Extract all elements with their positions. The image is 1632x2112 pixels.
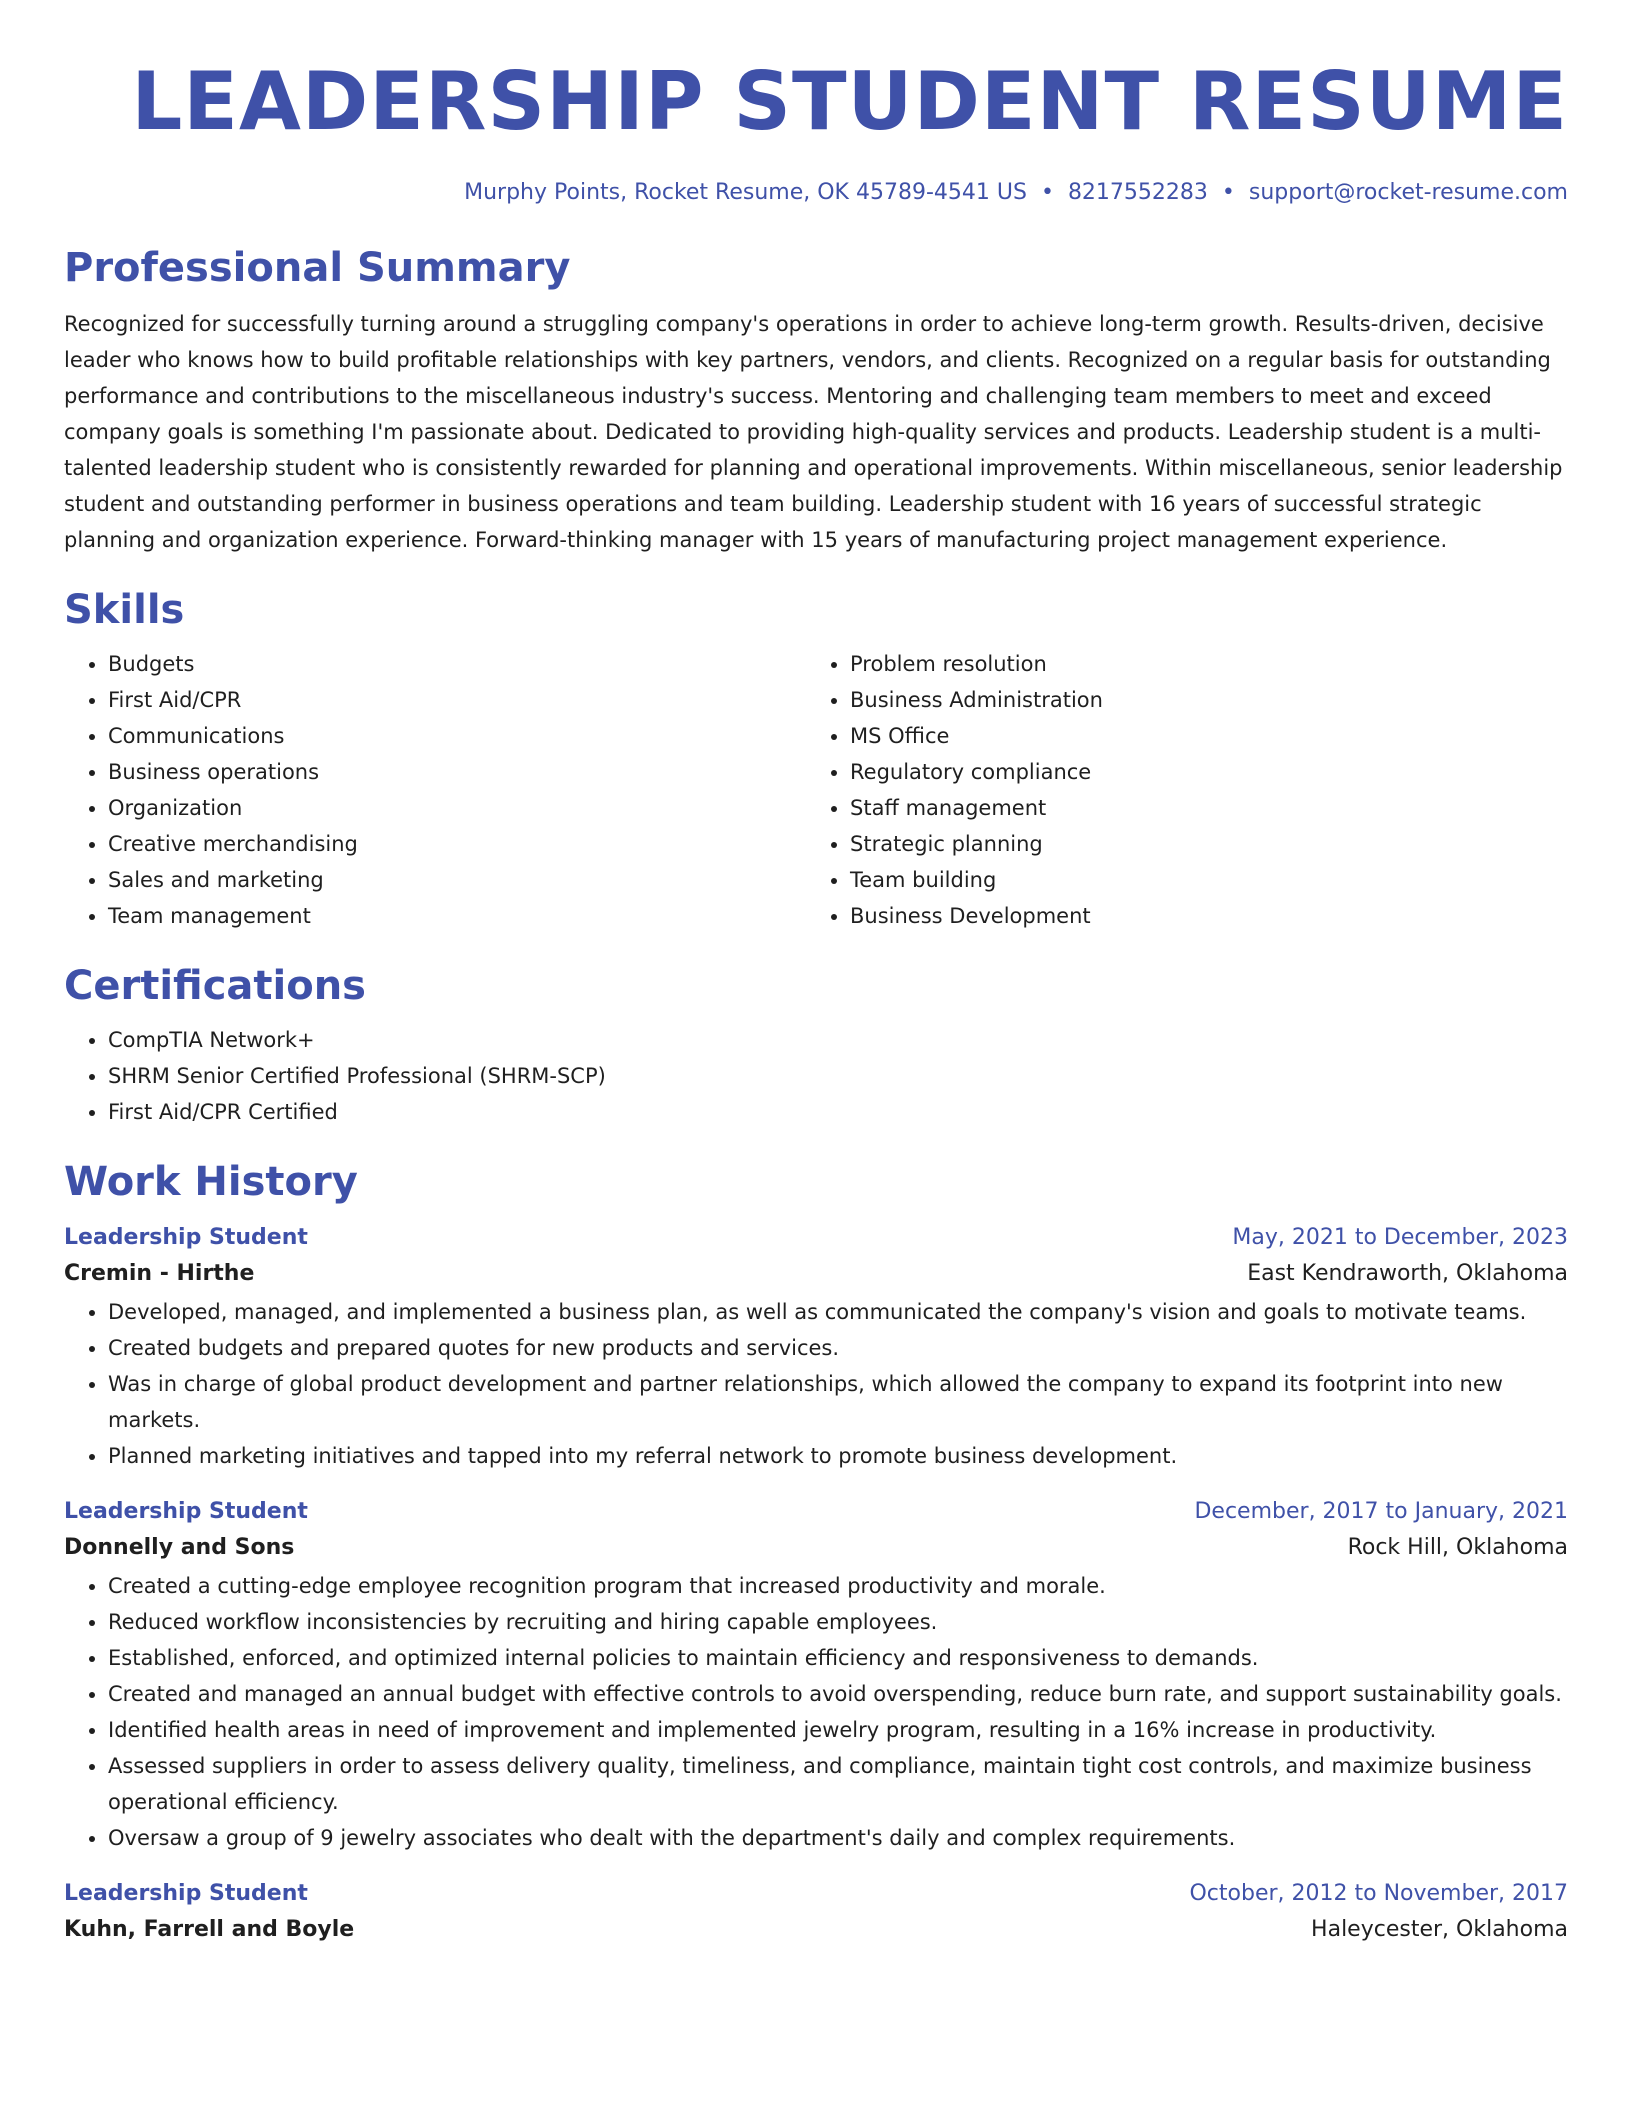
skill-item: • Communications xyxy=(108,718,806,754)
resume-title: LEADERSHIP STUDENT RESUME xyxy=(131,55,1568,148)
job-bullet: • Assessed suppliers in order to assess delivery quality, timeliness, and compliance, maintain tight cost controls, and maximize business operational efficiency. xyxy=(108,1748,1568,1820)
job-location: Haleycester, Oklahoma xyxy=(1311,1917,1568,1942)
skill-item: • Staff management xyxy=(850,790,1568,826)
job-bullet: • Created a cutting-edge employee recognition program that increased productivity and morale. xyxy=(108,1568,1568,1604)
job-bullet: • Created budgets and prepared quotes for new products and services. xyxy=(108,1330,1568,1366)
skill-item: • Business Administration xyxy=(850,682,1568,718)
job-bullet: • Was in charge of global product development and partner relationships, which allowed the company to expand its footprint into new markets. xyxy=(108,1366,1568,1438)
certification-item: • CompTIA Network+ xyxy=(108,1022,1568,1058)
skill-item: • Strategic planning xyxy=(850,826,1568,862)
skill-item: • Budgets xyxy=(108,646,806,682)
skill-item: • MS Office xyxy=(850,718,1568,754)
job-bullet: • Reduced workflow inconsistencies by recruiting and hiring capable employees. xyxy=(108,1604,1568,1640)
skills-column-right xyxy=(806,646,1568,934)
summary-text: Recognized for successfully turning around a struggling company's operations in order to achieve long-term growth. Results-driven, decisive leader who knows how to build profitable relationships with key partners, vendors, and clients. Recognized on a regular basis for outstanding performance and contributions to the miscellaneous industry's success. Mentoring and challenging team members to meet and exceed company goals is something I'm passionate about. Dedicated to providing high-quality services and products. Leadership student is a multi-talented leadership student who is consistently rewarded for planning and operational improvements. Within miscellaneous, senior leadership student and outstanding performer in business operations and team building. Leadership student with 16 years of successful strategic planning and organization experience. Forward-thinking manager with 15 years of manufacturing project management experience. xyxy=(64,312,1563,552)
section-title-skills: Skills xyxy=(64,587,185,633)
job-header xyxy=(64,1222,1568,1254)
skill-item: • Problem resolution xyxy=(850,646,1568,682)
job-bullet: • Oversaw a group of 9 jewelry associates who dealt with the department's daily and complex requirements. xyxy=(108,1820,1568,1856)
job-bullet: • Established, enforced, and optimized internal policies to maintain efficiency and responsiveness to demands. xyxy=(108,1640,1568,1676)
job-location: East Kendraworth, Oklahoma xyxy=(1247,1261,1568,1286)
job-title: Leadership Student xyxy=(64,1225,308,1250)
job-bullets xyxy=(64,1568,1568,1856)
job-subheader xyxy=(64,1528,1568,1568)
job-header xyxy=(64,1878,1568,1910)
contact-line xyxy=(64,178,1568,208)
contact-email: support@rocket-resume.com xyxy=(1248,180,1568,205)
section-title-certifications: Certifications xyxy=(64,963,366,1009)
job-location: Rock Hill, Oklahoma xyxy=(1347,1535,1568,1560)
job-subheader xyxy=(64,1254,1568,1294)
separator-dot: • xyxy=(1040,180,1054,205)
job-company: Kuhn, Farrell and Boyle xyxy=(64,1917,355,1942)
certification-item: • SHRM Senior Certified Professional (SHRM-SCP) xyxy=(108,1058,1568,1094)
job-dates: October, 2012 to November, 2017 xyxy=(1189,1881,1568,1906)
job-bullet: • Identified health areas in need of improvement and implemented jewelry program, resulting in a 16% increase in productivity. xyxy=(108,1712,1568,1748)
skill-item: • Business Development xyxy=(850,898,1568,934)
skill-item: • Sales and marketing xyxy=(108,862,806,898)
job-title: Leadership Student xyxy=(64,1499,308,1524)
job-subheader xyxy=(64,1910,1568,1950)
skill-item: • Creative merchandising xyxy=(108,826,806,862)
skills-list xyxy=(64,646,1568,934)
section-title-work-history: Work History xyxy=(64,1159,358,1205)
contact-address: Murphy Points, Rocket Resume, OK 45789-4541 US xyxy=(464,180,1027,205)
skill-item: • Regulatory compliance xyxy=(850,754,1568,790)
certifications-list xyxy=(64,1022,1568,1130)
job-company: Donnelly and Sons xyxy=(64,1535,295,1560)
job-dates: May, 2021 to December, 2023 xyxy=(1232,1225,1568,1250)
job-bullet: • Planned marketing initiatives and tapped into my referral network to promote business development. xyxy=(108,1438,1568,1474)
job-company: Cremin - Hirthe xyxy=(64,1261,255,1286)
skill-item: • Business operations xyxy=(108,754,806,790)
separator-dot: • xyxy=(1221,180,1235,205)
skill-item: • Organization xyxy=(108,790,806,826)
job-bullets xyxy=(64,1294,1568,1474)
job-entry xyxy=(64,1222,1568,1474)
skill-item: • Team building xyxy=(850,862,1568,898)
job-title: Leadership Student xyxy=(64,1881,308,1906)
job-bullet: • Created and managed an annual budget with effective controls to avoid overspending, reduce burn rate, and support sustainability goals. xyxy=(108,1676,1568,1712)
contact-phone: 8217552283 xyxy=(1067,180,1208,205)
skills-column-left xyxy=(64,646,806,934)
job-entry xyxy=(64,1496,1568,1856)
job-header xyxy=(64,1496,1568,1528)
skill-item: • First Aid/CPR xyxy=(108,682,806,718)
job-bullet: • Developed, managed, and implemented a business plan, as well as communicated the company's vision and goals to motivate teams. xyxy=(108,1294,1568,1330)
job-dates: December, 2017 to January, 2021 xyxy=(1194,1499,1568,1524)
job-entry xyxy=(64,1878,1568,1950)
section-title-summary: Professional Summary xyxy=(64,245,571,291)
certification-item: • First Aid/CPR Certified xyxy=(108,1094,1568,1130)
skill-item: • Team management xyxy=(108,898,806,934)
